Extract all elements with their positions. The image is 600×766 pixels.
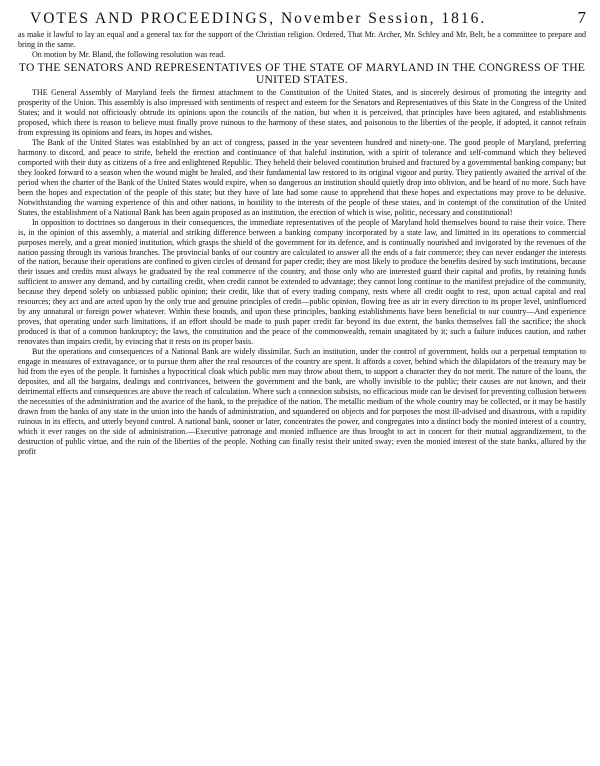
page-number: 7 [577,8,586,27]
paragraph-opposition: In opposition to doctrines so dangerous in their consequences, the immediate representatives of the people of Maryland hold themselves bound to raise their voice. There is, in the opinion of this assembly, a material and striking difference between a banking company incorporated by a state law, and limitted in its operations to commercial purposes merely, and a great monied institution, which grasps the shield of the government for its defence, and is continually nourished and invigorated by the revenues of the nation passing through its various branches. The provincial banks of our country are calculated to answer all the ends of a fair commerce; they can never endanger the interests of the nation, because their operations are confined to given circles of demand for paper credit; they are most likely to produce the benefits desired by such institutions, because their issues and credits must always be graduated by the real commerce of the country, and those only who are interested guard their capital and profits, by retaining funds sufficient to answer any demand, and by curtailing credit, when credit cannot be extended to advantage; they cannot long continue to the manifest prejudice of the community, because they depend solely on unbiassed public opinion; their credit, like that of every trading company, rests where all credit ought to rest, upon actual capital and real resources; they act and are acted upon by the only true and genuine principles of credit—public opinion, flowing free as air in every direction to its proper level, uninfluenced by any unnatural or foreign power whatever. Within these bounds, and upon these principles, banking establishments have been beneficial to our country—And experience proves, that operating under such limitations, if an effort should be made to push paper credit far beyond its due extent, the banks themselves fall the sacrifice; the shock produced is that of a common bankruptcy; the laws, the constitution and the peace of the commonwealth, remain unagitated by it; such a failure induces caution, and rather renovates than impairs credit, by evincing that it rests on its proper basis. [18,217,586,347]
paragraph-national-bank: But the operations and consequences of a National Bank are widely dissimilar. Such an institution, under the control of government, holds out a perpetual temptation to engage in measures of extravagance, or to pursue them after the real resources of the country are spent. It affords a cover, behind which the dilapidators of the treasury may be hid from the eyes of the people. It furnishes a hypocritical cloak which public men may throw about them, to support a character they do not merit. The nature of the loans, the deposites, and all the bargains, dealings and contrivances, between the government and the bank, are wholly invisible to the public; their causes are not known, and their detrimental effects and consequences are above the reach of calculation. Where such a connexion subsists, no efficacious mode can be devised for preventing collusion between the necessities of the administration and the avarice of the bank, to the prejudice of the nation. The metallic medium of the whole country may be collected, or it may be hastily drawn from the banks of any state in the union into the hands of administration, and squandered on objects and for purposes the most ill-advised and disastrous, with a rapidity ruinous in its effects, and utterly beyond control. A national bank, sooner or later, concentrates the power, and congregates into a distinct body the monied interest of a country, which it ever ranges on the side of administration.—Executive patronage and monied influence are thus brought to act in concert for their mutual aggrandizement, to the destruction of public virtue, and the ruin of the liberties of the people. Nothing can finally resist their united sway; even the monied interest of the state banks, allured by the profit [18,347,586,456]
running-header [30,8,586,28]
paragraph-general-assembly: THE General Assembly of Maryland feels the firmest attachment to the Constitution of the United States, and is sincerely desirous of promoting the integrity and prosperity of the Union. This assembly is also impressed with sentiments of respect and esteem for the Senators and Representatives of this State in the Congress of the United States; and it would not officiously obtrude its opinions upon the councils of the nation, but when it is perceived, that principles have been agitated, and establishments proposed, which there is reason to believe must finally prove ruinous to the harmony of these states, and poisonous to the liberties of the people, if adopted, it cannot refrain from expressing its opinions and fears, its hopes and wishes. [18,88,586,138]
paragraph-motion: On motion by Mr. Bland, the following resolution was read. [32,49,226,59]
address-heading: TO THE SENATORS AND REPRESENTATIVES OF THE STATE OF MARYLAND IN THE CONGRESS OF THE UNITED STATES. [18,60,586,87]
paragraph-committee-order: as make it lawful to lay an equal and a general tax for the support of the Christian religion. Ordered, That Mr. Archer, Mr. Schley and Mr. Belt, be a committee to prepare and bring in the same. [18,30,586,49]
running-title: VOTES AND PROCEEDINGS, November Session, 1816. [30,10,487,27]
paragraph-bank-established: The Bank of the United States was established by an act of congress, passed in the year seventeen hundred and ninety-one. The good people of Maryland, preferring harmony to discord, and peace to strife, beheld the erection and continuance of that baleful institution, with a spirit of tolerance and self-command which they believed comported with their duty as citizens of a free and enlightened Republic. They beheld their beloved constitution bruised and fractured by a governmental banking company; but they looked forward to a season when the wound might be healed, and their fundamental law restored to its original vigour and purity. They patiently awaited the arrival of the period when the charter of the Bank of the United States would expire, when so dangerous an institution should quietly drop into oblivion, and be heard of no more. Such have been the hopes and expectation of the people of this state; but they have of late had some cause to apprehend that these hopes and expectations may prove to be delusive. Notwithstanding the warning experience of this and other nations, in hostility to the interests of the people of these states, and in contempt of the constitution of the United States, the establishment of a National Bank has been again proposed as an institution, the erection of which is wise, politic, necessary and constitutional! [18,138,586,217]
